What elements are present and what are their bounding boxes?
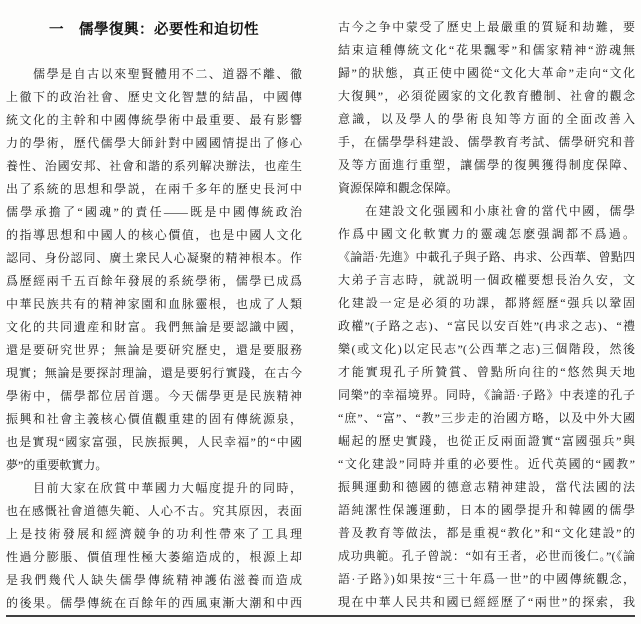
text-line: 性過分膨脹、價值理性極大萎縮造成的，根源上却	[6, 550, 302, 564]
text-line: 目前大家在欣賞中華國力大幅度提升的同時，	[6, 481, 302, 495]
text-line: 樂(或文化)以定民志”(公西華之志)三個階段，然後	[338, 342, 635, 356]
text-line: 也在感慨社會道德失範、人心不古。究其原因，表面	[6, 504, 302, 518]
text-line: 儒學是自古以來聖賢體用不二、道器不離、徹	[6, 67, 302, 81]
left-column	[6, 0, 302, 615]
text-line: 力的學術，歷代儒學大師針對中國國情提出了修心	[6, 136, 302, 150]
text-line: 的指導思想和中國人的核心價值，也是中國人文化	[6, 228, 302, 242]
text-line: 才能實現孔子所贊賞、曾點所向往的“悠然與天地	[338, 365, 635, 379]
text-line: 手，在儒學學科建設、儒學教育考試、儒學研究和普	[338, 135, 635, 149]
text-line: 語純潔性保護運動，日本的國學提升和韓國的儒學	[338, 503, 635, 517]
text-line: 成功典範。孔子曾説：“如有王者，必世而後仁。”(《論	[338, 549, 635, 563]
text-line: 統文化的主幹和中國傳統學術中最重要、最有影響	[6, 113, 302, 127]
text-line: 中華民族共有的精神家園和血脉靈根，也成了人類	[6, 297, 302, 311]
text-line: 資源保障和觀念保障。	[338, 181, 459, 195]
text-line: 在建設文化强國和小康社會的當代中國，儒學	[338, 204, 635, 218]
text-line: 現在中華人民共和國已經經歷了“兩世”的探索，我	[338, 595, 635, 609]
page-bottom-rule	[6, 615, 635, 617]
text-line: 出了系統的思想和學説，在兩千多年的歷史長河中	[6, 182, 302, 196]
text-line: “庶”、“富”、“教”三步走的治國方略，以及中外大國	[338, 411, 635, 425]
left-column-text	[6, 63, 302, 615]
text-line: 認同、身份認同、廣土衆民人心凝聚的精神根本。作	[6, 251, 302, 265]
text-line: 儒學承擔了“國魂”的責任——既是中國傳統政治	[6, 205, 302, 219]
text-line: 學術中，儒學都位居首選。今天儒學更是民族精神	[6, 389, 302, 403]
text-line: 爲歷經兩千五百餘年發展的系統學術，儒學已成爲	[6, 274, 302, 288]
text-line: 同樂”的幸福境界。同時，《論語·子路》中表達的孔子	[338, 388, 635, 402]
text-line: 《論語·先進》中載孔子與子路、冉求、公西華、曾點四	[338, 250, 635, 264]
text-line: 大弟子言志時，就説明一個政權要想長治久安，文	[338, 273, 635, 287]
text-line: 養性、治國安邦、社會和諧的系列解决辦法，也産生	[6, 159, 302, 173]
text-line: 夢”的重要軟實力。	[6, 458, 108, 472]
text-line: 政權”(子路之志)、“富民以安百姓”(冉求之志)、“禮	[338, 319, 635, 333]
text-line: 現實；無論是要探討理論，還是要躬行實踐，在古今	[6, 366, 302, 380]
text-line: 上是技術發展和經濟競争的功利性帶來了工具理	[6, 527, 302, 541]
text-line: 古今之争中蒙受了歷史上最嚴重的質疑和劫難，要	[338, 20, 635, 34]
text-line: 振興和社會主義核心價值觀重建的固有傳統源泉，	[6, 412, 302, 426]
text-line: 作爲中國文化軟實力的靈魂怎麽强調都不爲過。	[338, 227, 635, 241]
text-line: 歸”的狀態，真正使中國從“文化大革命”走向“文化	[338, 66, 635, 80]
text-line: 普及教育等做法，都是重視“教化”和“文化建設”的	[338, 526, 635, 540]
text-line: 上徹下的政治社會、歷史文化智慧的結晶，中國傳	[6, 90, 302, 104]
text-line: 崛起的歷史實踐，也從正反兩面證實“富國强兵”與	[338, 434, 635, 448]
text-line: 振興運動和德國的德意志精神建設，當代法國的法	[338, 480, 635, 494]
text-line: 語·子路》)如果按“三十年爲一世”的中國傳統觀念，	[338, 572, 635, 586]
text-line: 是我們幾代人缺失儒學傳統精神護佑滋養而造成	[6, 573, 302, 587]
text-line: 文化的共同遺産和財富。我們無論是要認識中國，	[6, 320, 302, 334]
text-line: 及等方面進行重塑，讓儒學的復興獲得制度保障、	[338, 158, 635, 172]
right-column	[338, 0, 635, 614]
text-line: 意識，以及學人的學術良知等方面的全面改善入	[338, 112, 635, 126]
section-title: 一 儒學復興：必要性和迫切性	[49, 22, 259, 38]
right-column-text	[338, 16, 635, 614]
text-line: “文化建設”同時并重的必要性。近代英國的“國教”	[338, 457, 635, 471]
text-line: 還是要研究世界；無論是要研究歷史，還是要服務	[6, 343, 302, 357]
text-line: 也是實現“國家富强，民族振興，人民幸福”的“中國	[6, 435, 302, 449]
text-line: 化建設一定是必須的功課，都將經歷“强兵以鞏固	[338, 296, 635, 310]
text-line: 結束這種傳統文化“花果飄零”和儒家精神“游魂無	[338, 43, 635, 57]
text-line: 的後果。儒學傳統在百餘年的西風東漸大潮和中西	[6, 596, 302, 610]
text-line: 大復興”，必須從國家的文化教育體制、社會的觀念	[338, 89, 635, 103]
